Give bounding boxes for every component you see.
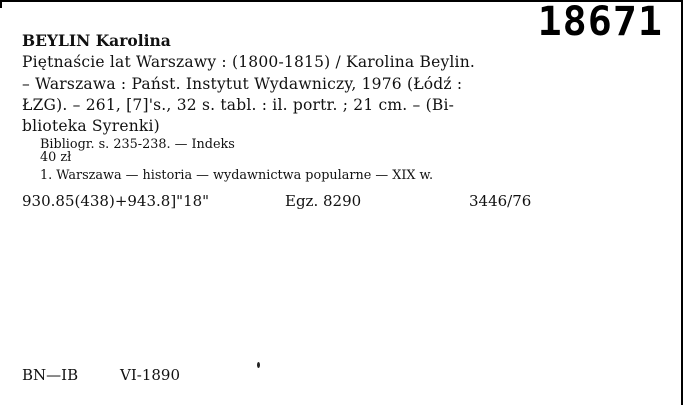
copy-number: Egz. 8290: [285, 192, 362, 210]
shelf-number: 18671: [537, 0, 663, 45]
notes-price: 40 zł: [40, 150, 72, 165]
footer-date: VI-1890: [120, 366, 180, 384]
accession-number: 3446/76: [469, 192, 532, 210]
ink-mark: [257, 362, 260, 368]
description-line-3: ŁZG). – 261, [7]'s., 32 s. tabl. : il. portr. ; 21 cm. – (Bi-: [22, 96, 455, 114]
description-line-2: – Warszawa : Państ. Instytut Wydawniczy, 1976 (Łódź :: [22, 75, 463, 93]
description-line-1: Piętnaście lat Warszawy : (1800-1815) / Karolina Beylin.: [22, 53, 476, 71]
card-left-edge: [0, 0, 2, 8]
author-heading: BEYLIN Karolina: [22, 31, 171, 50]
subject-heading: 1. Warszawa — historia — wydawnictwa popularne — XIX w.: [40, 168, 434, 183]
description-line-4: blioteka Syrenki): [22, 117, 160, 135]
footer-code: BN—IB: [22, 366, 79, 384]
classification-number: 930.85(438)+943.8]"18": [22, 192, 210, 210]
notes-bibliography: Bibliogr. s. 235-238. — Indeks: [40, 137, 235, 152]
